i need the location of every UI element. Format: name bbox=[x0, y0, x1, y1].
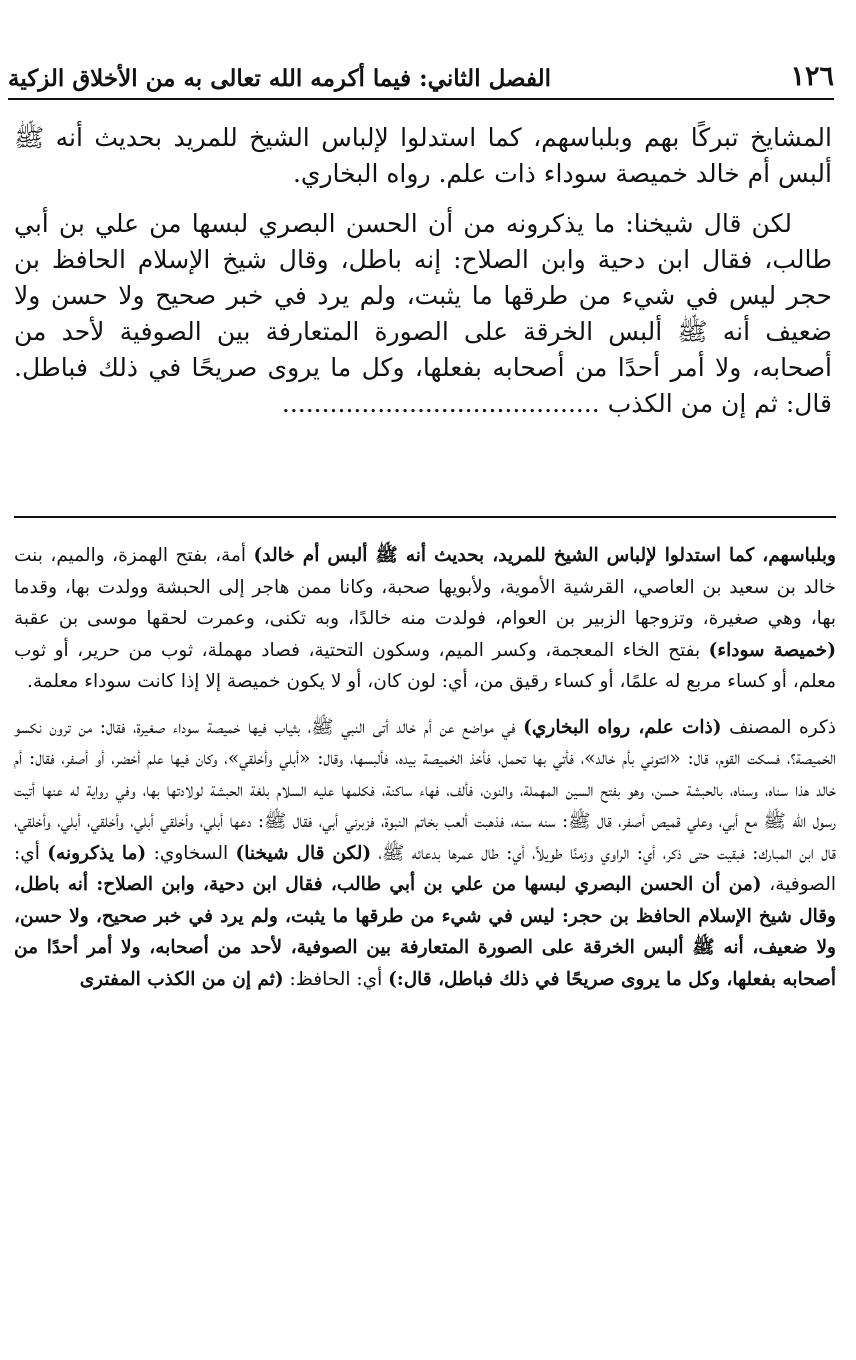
commentary bbox=[14, 540, 836, 1009]
commentary-quote: (ثم إن من الكذب المفترى bbox=[79, 968, 284, 990]
main-paragraph-2: لكن قال شيخنا: ما يذكرونه من أن الحسن البصري لبسها من علي بن أبي طالب، فقال ابن دحية وابن الصلاح: إنه باطل، وقال شيخ الإسلام الحافظ بن حجر ليس في شيء من طرقها ما يثبت، ولم يرد في خبر صحيح ولا حسن ولا ضعيف أنه ﷺ ألبس الخرقة على الصورة المتعارفة بين الصوفية لأحد من أصحابه، ولا أمر أحدًا من أصحابه بفعلها، وكل ما يروى صريحًا في ذلك فباطل. قال: ثم إن من الكذب ........................................ bbox=[14, 209, 832, 418]
page-header bbox=[8, 48, 834, 100]
commentary-text: بفتح الخاء المعجمة، وكسر الميم، وسكون التحتية، فصاد مهملة، ثوب من حرير، أو ثوب معلم، أو كساء مربع له علمًا، أو كساء رقيق من، أي: لون كان، أو لا يكون خميصة إلا إذا كانت سوداء معلمة. bbox=[14, 639, 836, 692]
commentary-quote: (خميصة سوداء) bbox=[708, 639, 836, 661]
commentary-paragraph-1 bbox=[14, 540, 836, 698]
commentary-paragraph-2 bbox=[14, 712, 836, 996]
commentary-text: ذكره المصنف bbox=[721, 716, 836, 738]
commentary-text: في مواضع عن أم خالد أتى النبي ﷺ، بثياب فيها خميصة سوداء صغيرة، فقال: من ترون نكسو الخميصة؟، فسكت القوم، قال: «ائتوني بأم خالد»، فأتي بها تحمل، فأخذ الخميصة بيده، فألبسها، وقال: «أبلي وأخلقي»، وكان فيها علم أخضر، أو أصفر، فقال: أم خالد هذا سناه، وسناه، بالحبشة حسن، وهو بفتح السين المهملة، والنون، فألف، فهاء ساكنة، فكلمها عليه السلام بلغة الحبشة لولادتها بها، وفي رواية له عنها أتيت رسول الله ﷺ مع أبي، وعلي قميص أصفر، قال ﷺ: سنه سنه، فذهبت ألعب بخاتم النبوة، فزبرني أبي، فقال ﷺ: دعها أبلي، وأخلقي أبلي، وأخلقي، أبلي، وأخلقي، قال ابن المبارك: فبقيت حتى ذكر، أي: الراوي وزمنًا طويلاً، أي: طال عمرها بدعائه ﷺ، bbox=[14, 716, 836, 864]
commentary-text: أمة، بفتح الهمزة، والميم، بنت خالد بن سعيد بن العاصي، القرشية الأموية، ولأبويها صحبة، وكانا ممن هاجر إلى الحبشة وولدت بها، وقدما بها، وهي صغيرة، وتزوجها الزبير بن العوام، فولدت منه خالدًا، وبه تكنى، وعمرت لحقها موسى بن عقبة bbox=[14, 545, 836, 629]
commentary-text: السخاوي: bbox=[146, 842, 236, 864]
commentary-text: أي: الصوفية، bbox=[14, 842, 837, 895]
commentary-quote: (ما يذكرونه) bbox=[47, 842, 147, 864]
main-text bbox=[14, 120, 832, 436]
main-paragraph-1: المشايخ تبركًا بهم وبلباسهم، كما استدلوا لإلباس الشيخ للمريد بحديث أنه ﷺ ألبس أم خالد خميصة سوداء ذات علم. رواه البخاري. bbox=[14, 123, 832, 188]
page-number: ١٢٦ bbox=[790, 61, 834, 92]
commentary-quote: (من أن الحسن البصري لبسها من علي بن أبي طالب، فقال ابن دحية، وابن الصلاح: أنه باطل، وقال شيخ الإسلام الحافظ بن حجر: ليس في شيء من طرقها ما يثبت، ولم يرد في خبر صحيح، ولا حسن، ولا ضعيف، أنه ﷺ ألبس الخرقة على الصورة المتعارفة بين الصوفية، لأحد من أصحابه، ولا أمر أحدًا من أصحابه بفعلها، وكل ما يروى صريحًا في ذلك فباطل، قال:) bbox=[14, 874, 836, 990]
commentary-quote: (لكن قال شيخنا) bbox=[235, 842, 372, 864]
chapter-title: الفصل الثاني: فيما أكرمه الله تعالى به من الأخلاق الزكية bbox=[8, 65, 551, 92]
commentary-quote: (ذات علم، رواه البخاري) bbox=[523, 716, 722, 738]
footnote-divider bbox=[14, 516, 836, 518]
commentary-quote: وبلباسهم، كما استدلوا لإلباس الشيخ للمريد، بحديث أنه ﷺ ألبس أم خالد) bbox=[253, 545, 836, 566]
commentary-text: أي: الحافظ: bbox=[283, 968, 389, 990]
